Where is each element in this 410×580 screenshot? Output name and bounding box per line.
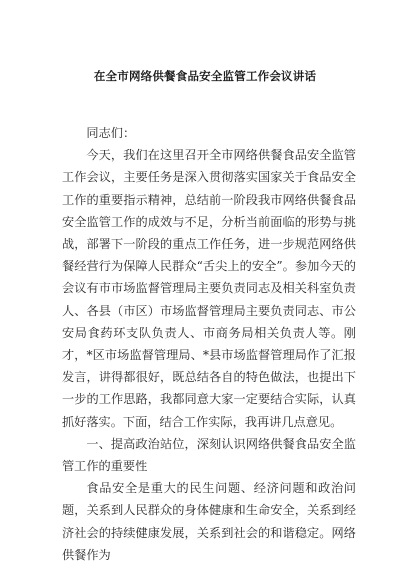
- section-heading-1: 一、提高政治站位，深刻认识网络供餐食品安全监管工作的重要性: [62, 436, 356, 474]
- paragraph-intro: 今天，我们在这里召开全市网络供餐食品安全监管工作会议，主要任务是深入贯彻落实国家关于食品安全工作的重要指示精神，总结前一阶段我市网络供餐食品安全监管工作的成效与不足，分析当前面临的形势与挑战，部署下一阶段的重点工作任务，进一步规范网络供餐经营行为保障人民群众“舌尖上的安全”。参加今天的会议有市市场监督管理局主要负责同志及相关科室负责人、各县（市区）市场监督管理局主要负责同志、市公安局食药环支队负责人、市商务局相关负责人等。刚才，*区市场监督管理局、*县市场监督管理局作了汇报发言，讲得都很好，既总结各自的特色做法，也提出下一步的工作思路，我都同意大家一定要结合实际，认真抓好落实。下面，结合工作实际，我再讲几点意见。: [62, 148, 356, 429]
- paragraph-food-safety: 食品安全是重大的民生问题、经济问题和政治问题，关系到人民群众的身体健康和生命安全，关系到经济社会的持续健康发展，关系到社会的和谐稳定。网络供餐作为: [62, 481, 356, 562]
- greeting: 同志们：: [86, 126, 136, 140]
- document-body: [62, 122, 356, 566]
- document-title: 在全市网络供餐食品安全监管工作会议讲话: [93, 69, 317, 83]
